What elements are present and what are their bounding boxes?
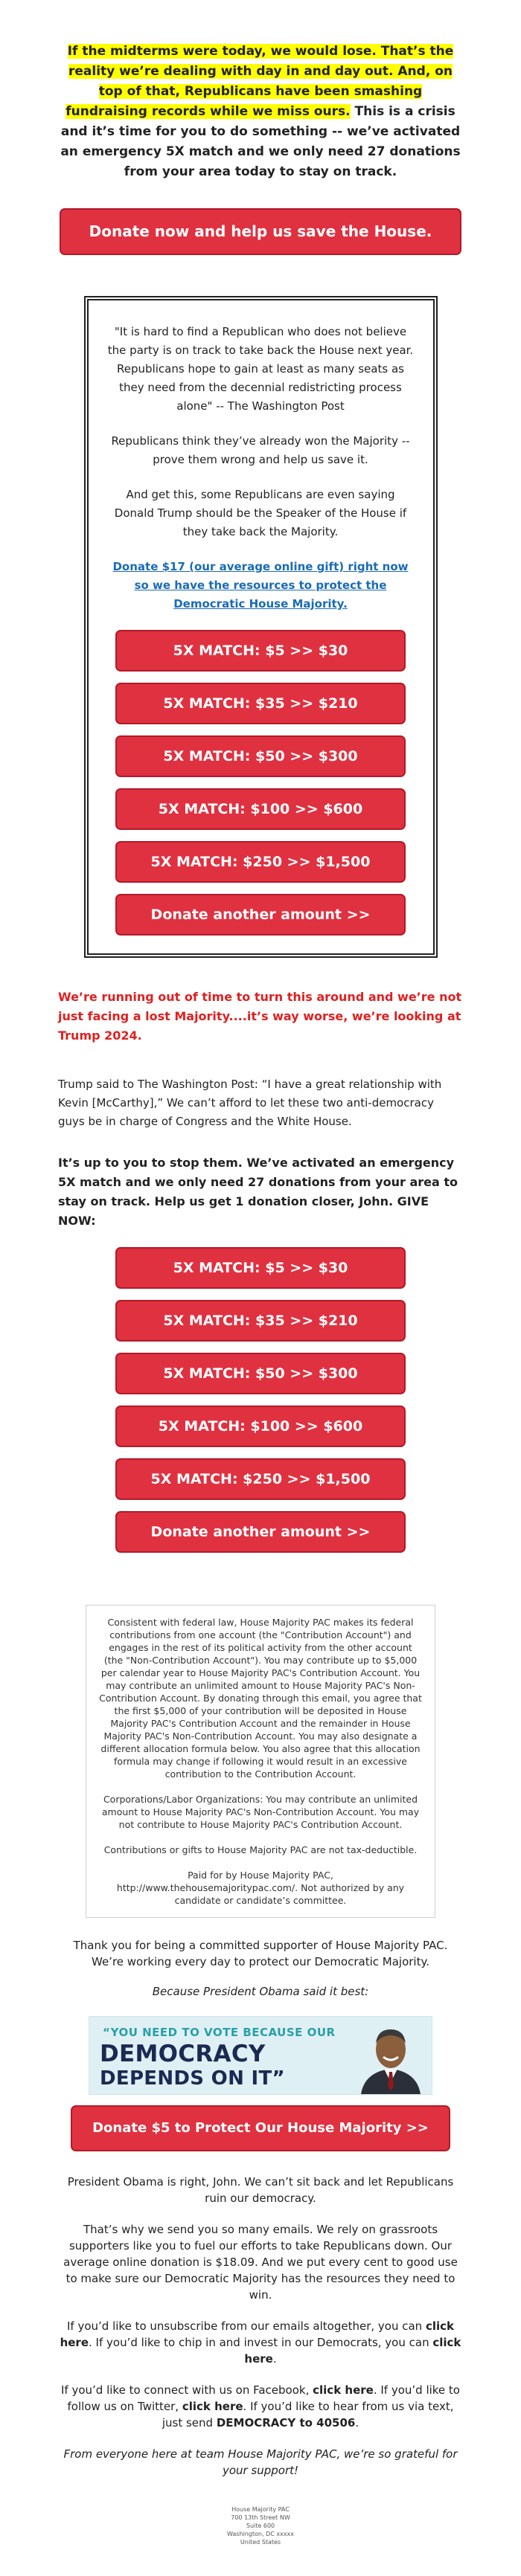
unsubscribe-paragraph xyxy=(58,2318,463,2367)
social-paragraph xyxy=(58,2382,463,2431)
legal-paragraph-2: Corporations/Labor Organizations: You may contribute an unlimited amount to House Majority PAC's Non-Contribution Account. You may not contribute to House Majority PAC's Contribution Account. xyxy=(101,1794,420,1830)
box-paragraph-3: And get this, some Republicans are even saying Donald Trump should be the Speaker of the House if they take back the Majority. xyxy=(114,488,407,538)
unsubscribe-link[interactable]: click here xyxy=(60,2319,454,2349)
donate-save-house-button[interactable]: Donate now and help us save the House. xyxy=(60,208,461,255)
up-to-you-paragraph: It’s up to you to stop them. We’ve activated an emergency 5X match and we only need 27 donations from your area to stay on track. Help us get 1 donation closer, John. GIVE NOW: xyxy=(58,1156,458,1228)
address-line-4: Washington, DC xxxxx xyxy=(226,2531,295,2537)
match-100-button-2[interactable]: 5X MATCH: $100 >> $600 xyxy=(115,1405,406,1447)
legal-disclaimer-box xyxy=(86,1605,435,1918)
obama-right-paragraph: President Obama is right, John. We can’t sit back and let Republicans ruin our democracy. xyxy=(67,2175,454,2205)
match-250-button-2[interactable]: 5X MATCH: $250 >> $1,500 xyxy=(115,1458,406,1500)
obama-said-line: Because President Obama said it best: xyxy=(152,1985,369,1998)
donate-17-link[interactable]: Donate $17 (our average online gift) right now so we have the resources to protect the Democratic House Majority. xyxy=(112,560,409,611)
social-text-a: If you’d like to connect with us on Facebook, xyxy=(61,2383,313,2397)
social-text-d: . xyxy=(355,2416,359,2430)
obama-quote-banner[interactable] xyxy=(89,2016,432,2095)
warning-text: We’re running out of time to turn this around and we’re not just facing a lost Majority....it’s way worse, we’re looking at Trump 2024. xyxy=(58,990,462,1043)
donation-buttons-list xyxy=(58,1247,463,1553)
unsub-text-a: If you’d like to unsubscribe from our emails altogether, you can xyxy=(67,2319,426,2333)
address-line-2: 700 13th Street NW xyxy=(231,2514,290,2521)
match-100-button[interactable]: 5X MATCH: $100 >> $600 xyxy=(115,788,406,830)
legal-paragraph-3: Contributions or gifts to House Majority PAC are not tax-deductible. xyxy=(103,1844,418,1855)
sms-code: DEMOCRACY to 40506 xyxy=(216,2416,356,2430)
obama-portrait-icon xyxy=(357,2020,424,2094)
trump-quote-paragraph: Trump said to The Washington Post: “I have a great relationship with Kevin [McCarthy],” We can’t afford to let these two anti-democracy guys be in charge of Congress and the White House. xyxy=(58,1078,442,1128)
banner-line-2: DEMOCRACY xyxy=(100,2041,266,2067)
chip-in-link[interactable]: click here xyxy=(244,2336,461,2366)
intro-paragraph xyxy=(58,42,463,182)
address-line-3: Suite 600 xyxy=(246,2522,275,2529)
legal-paragraph-1: Consistent with federal law, House Majority PAC makes its federal contributions from one account (the "Contribution Account") and engages in the rest of its political activity from the other account (the "Non-Contribution Account"). You may contribute up to $5,000 per calendar year to House Majority PAC's Contribution Account. You may contribute an unlimited amount to House Majority PAC's Non-Contribution Account. By donating through this email, you agree that the first $5,000 of your contribution will be deposited in House Majority PAC's Contribution Account and the remainder in House Majority PAC's Non-Contribution Account. You may also designate a different allocation formula below. You also agree that this allocation formula may change if following it would result in an excessive contribution to the Contribution Account. xyxy=(99,1617,422,1780)
intro-rest: This is a crisis and it’s time for you to do something -- we’ve activated an emergency 5X match and we only need 27 donations from your area today to stay on track. xyxy=(60,104,461,179)
email-body xyxy=(0,42,521,2546)
social-text-b: . If you’d like to follow us on Twitter, xyxy=(67,2383,460,2413)
match-50-button-2[interactable]: 5X MATCH: $50 >> $300 xyxy=(115,1353,406,1394)
banner-line-3: DEPENDS ON IT” xyxy=(100,2067,285,2090)
unsub-text-b: . If you’d like to chip in and invest in our Democrats, you can xyxy=(89,2336,433,2349)
match-5-button-2[interactable]: 5X MATCH: $5 >> $30 xyxy=(115,1247,406,1289)
twitter-link[interactable]: click here xyxy=(182,2400,243,2413)
donate-another-amount-button-2[interactable]: Donate another amount >> xyxy=(115,1511,406,1553)
quote-box xyxy=(84,296,438,958)
match-50-button[interactable]: 5X MATCH: $50 >> $300 xyxy=(115,735,406,777)
match-250-button[interactable]: 5X MATCH: $250 >> $1,500 xyxy=(115,841,406,883)
donate-5-protect-button[interactable]: Donate $5 to Protect Our House Majority >> xyxy=(71,2105,450,2151)
banner-line-1: “YOU NEED TO VOTE BECAUSE OUR xyxy=(103,2026,336,2039)
footer-address xyxy=(58,2505,463,2546)
signoff-paragraph: From everyone here at team House Majority PAC, we’re so grateful for your support! xyxy=(63,2447,458,2477)
match-35-button-2[interactable]: 5X MATCH: $35 >> $210 xyxy=(115,1300,406,1342)
facebook-link[interactable]: click here xyxy=(313,2383,374,2397)
donate-another-amount-button[interactable]: Donate another amount >> xyxy=(115,894,406,936)
emails-paragraph: That’s why we send you so many emails. We rely on grassroots supporters like you to fuel our efforts to take Republicans down. Our average online donation is $18.09. And we put every cent to good use to make sure our Democratic Majority has the resources they need to win. xyxy=(63,2223,458,2302)
match-35-button[interactable]: 5X MATCH: $35 >> $210 xyxy=(115,683,406,724)
thanks-paragraph: Thank you for being a committed supporter of House Majority PAC. We’re working every day to protect our Democratic Majority. xyxy=(73,1939,448,1968)
address-line-1: House Majority PAC xyxy=(231,2506,290,2513)
unsub-text-c: . xyxy=(272,2352,277,2366)
match-5-button[interactable]: 5X MATCH: $5 >> $30 xyxy=(115,630,406,672)
washington-post-quote: "It is hard to find a Republican who does not believe the party is on track to take back the House next year. Republicans hope to gain at least as many seats as they need from the decennial redistricting process alone" -- The Washington Post xyxy=(107,325,414,413)
address-line-5: United States xyxy=(240,2539,281,2546)
intro-highlight: If the midterms were today, we would lose. That’s the reality we’re dealing with day in and day out. And, on top of that, Republicans have been smashing fundraising records while we miss ours. xyxy=(65,44,454,119)
paid-for-by: Paid for by House Majority PAC, http://www.thehousemajoritypac.com/. Not authorized by any candidate or candidate’s committee. xyxy=(116,1870,405,1906)
box-paragraph-2: Republicans think they’ve already won the Majority -- prove them wrong and help us save it. xyxy=(111,434,410,466)
social-text-c: . If you’d like to hear from us via text, just send xyxy=(162,2400,454,2430)
